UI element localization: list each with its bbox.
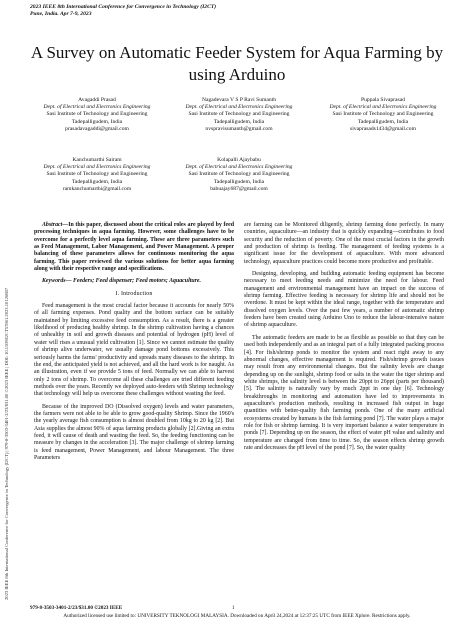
author-inst: Sasi Institute of Technology and Engineering [46,111,148,118]
author-city: Tadepalligudem, India [357,118,409,125]
author-4 [32,157,162,193]
footer-authorized-notice: Authorized licensed use limited to: UNIVERSITY TEKNOLOGI MALAYSIA. Downloaded on April 24,2024 at 12:37:25 UTC from IEEE Xplore. Restrictions apply. [63,613,411,619]
author-city: Tadepalligudem, India [71,118,123,125]
side-doi-text [4,40,9,600]
author-dept: Dept. of Electrical and Electronics Engineering [43,164,151,171]
side-doi-line: 2023 IEEE 8th International Conference for Convergence in Technology (I2CT) | 979-8-3503-3401-2/23/$31.00 ©2023 IEEE | DOI: 10.1109/I2CT57861.2023.10126887 [4,287,9,600]
abstract-paragraph [34,222,234,273]
author-inst: Sasi Institute of Technology and Engineering [188,111,290,118]
conference-line-1: 2023 IEEE 8th International Conference for Convergence in Technology (I2CT) [30,4,217,10]
author-email[interactable]: nvspravisumanth@gmail.com [205,125,273,132]
author-name: Kanchumarthi Sairam [72,157,122,163]
body-paragraph: Feed management is the most crucial factor because it accounts for nearly 50% of all farming expenses. Pond quality and the bottom surface can be suitably maintained by limiting excessive feed consumption. As a result, there is a greater likelihood of producing healthy shrimp. In the shrimp cultivation having a chances of unhealthy in soil and growth diseases and potential of hydrogen (pH) level of water will rises a unusual yield cultivation [1]. Since we cannot estimate the quality of shrimp alive underwater, we usually damage pond bottoms excessively. This seriously harms the farms' productivity and spreads many diseases to the shrimp. In the end, the anticipated yield is not achieved, and all the hard work is for naught. As an illustration, even if we provide 5 tons of feed. Normally we can able to harvest only 2 tons of shrimp. To overcome all these challenges are tried different feeding methods over the years. Recently we deployed auto-feeders with Shrimp technology that technology will help us overcome these challenges without wasting the feed. [34,303,234,398]
body-paragraph: are farming can be Monitored diligently, shrimp farming done perfectly. In many countries, aquaculture—an industry that is quickly expanding—contributes to food security and the reduction of poverty. One of the most crucial factors in the growth and production of shrimp is feeding. The management of feeding systems is a significant issue for the development of aquaculture. With more advanced technology, aquaculture practices could become more productive and profitable. [244,222,444,265]
section-heading-introduction: I. Introduction [115,290,153,297]
author-city: Tadepalligudem, India [213,118,265,125]
conference-header [30,4,216,18]
keywords-label: Keywords [42,278,66,285]
left-column [34,222,234,467]
author-1 [32,97,162,133]
author-city: Tadepalligudem, India [213,178,265,185]
author-3 [318,97,448,133]
body-paragraph: Because of the improved DO (Dissolved oxygen) levels and water parameters, the farmers were not able to be able to grow good-quality Shrimp. Since the 1960's the yearly average fish consumption is almost doubled from 10kg to 20 kg [2]. But Asia supplies the almost 90% of aqua farming products globally [2].Giving an extra feed, it will cause of death and wasting the feed. So, the feeding functioning can be measure by changes in the acceleration [3]. The major challenge of shrimp farming is feed management, Power Management, and labour Management. The three Parameters [34,403,234,461]
page-number: 1 [232,605,235,611]
author-city: Tadepalligudem, India [71,178,123,185]
keywords-text: — Feeders; Feed dispenser; Feed motors; Aquaculture. [65,278,201,285]
author-dept: Dept. of Electrical and Electronics Engineering [185,164,293,171]
abstract-text: —In this paper, discussed about the critical roles are played by feed processing techniques in aqua farming. However, some challenges have to be overcome for a perfectly level aqua farming. These are three parameters such as Feed Management, Labor Management, and Power Management. A proper balancing of these parameters allows for continuous monitoring the aqua farming. This paper reviewed the various solutions for better aqua farming along with their respective range and specifications. [34,222,234,273]
author-name: Nagadevara V S P Ravi Sumanth [201,97,276,103]
conference-line-2: Pune, India. Apr 7-9, 2023 [30,11,92,17]
author-inst: Sasi Institute of Technology and Engineering [332,111,434,118]
author-dept: Dept. of Electrical and Electronics Engineering [43,104,151,111]
author-email[interactable]: sivaprasads1434@gmail.com [350,125,416,132]
author-email[interactable]: prasadavagaddi@gmail.com [65,125,129,132]
author-dept: Dept. of Electrical and Electronics Engineering [329,104,437,111]
right-column [244,222,444,457]
author-email[interactable]: babuajay687@gmail.com [210,185,268,192]
body-paragraph: The automatic feeders are made to be as flexible as possible so that they can be used both independently and as an integral part of a fully integrated packing process [4]. For fish/shrimp ponds to monitor the system and react right away to any abnormal changes, effective management is required. Fish/shrimp growth issues may result from any environmental changes. But the salinity levels are change depending up on the sunlight, shrimp food or salts in the water the tiger shrimp and white shrimps, the salinity level is between the 20ppt to 26ppt (parts per thousand) [5]. The salinity is naturally vary by much 2ppt in one day [6]. Technology breakthroughs in monitoring and automation have led to improvements in aquaculture's production methods, resulting in increased fish output in huge quantities with better-quality fish farming ponds. One of the many artificial ecosystems created by humans is the fish farming pond [7]. The water plays a major role for fish or shrimp farming. It is very important balance a water temperature in ponds [7]. Depending up on the season, the effect of water pH value and salinity and temperature are changed from time to time. So, the season effects shrimp growth rate and decreases the pH level of the pond [7]. So, the water quality [244,334,444,451]
author-inst: Sasi Institute of Technology and Engineering [188,171,290,178]
author-name: Kolapalli Ajaybabu [217,157,261,163]
author-name: Avagaddi Prasad [78,97,116,103]
author-email[interactable]: ramkanchumarthi@gmail.com [62,185,132,192]
author-block [24,97,454,215]
abstract-label: Abstract [42,222,63,228]
author-name: Puppala Sivaprasad [361,97,405,103]
body-paragraph: Designing, developing, and building automatic feeding equipment has become necessary to meet feeding needs and minimize the need for labour. Feed management and environmental management have an impact on the success of shrimp farming. Effective feeding is necessary for shrimp life and should not be overdone. It must be kept within the ideal range, together with the temperature and dissolved oxygen levels. Over the past few years, a number of automatic shrimp feeders have been created using Arduino Uno to reduce the labour-intensive nature of shrimp aquaculture. [244,271,444,329]
side-margin [4,40,14,600]
author-inst: Sasi Institute of Technology and Engineering [46,171,148,178]
author-dept: Dept. of Electrical and Electronics Engineering [185,104,293,111]
keywords-paragraph [34,278,234,285]
paper-title: A Survey on Automatic Feeder System for Aqua Farming by using Arduino [30,43,444,84]
author-2 [174,97,304,133]
footer-isbn: 979-8-3503-3401-2/23/$31.00 ©2023 IEEE [30,605,123,611]
author-5 [174,157,304,193]
